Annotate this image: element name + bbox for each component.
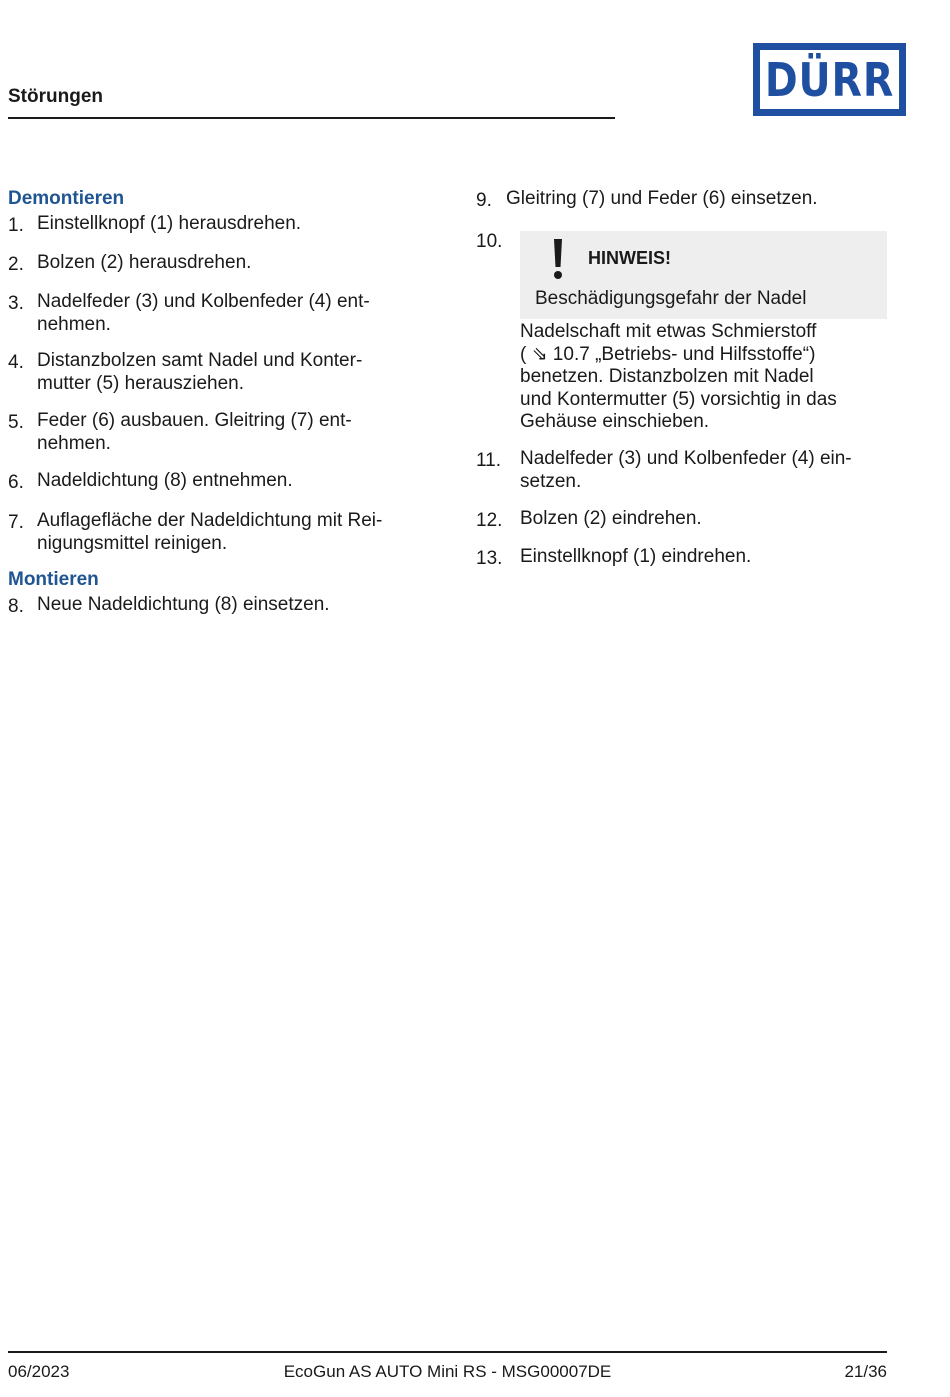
step-text: nigungsmittel reinigen.	[37, 533, 228, 554]
step-text: nehmen.	[37, 433, 111, 454]
list-item	[8, 349, 428, 399]
step-text: Feder (6) ausbauen. Gleitring (7) ent-	[37, 410, 352, 431]
list-item	[8, 593, 428, 623]
list-item	[476, 545, 896, 575]
step-text: Distanzbolzen samt Nadel und Konter-	[37, 350, 363, 371]
step-number: 10.	[476, 231, 503, 252]
list-item	[8, 212, 428, 242]
footer-date: 06/2023	[8, 1362, 70, 1381]
list-item	[8, 290, 428, 340]
step-number: 9.	[476, 190, 492, 211]
step-number: 3.	[8, 293, 24, 314]
step-number: 1.	[8, 215, 24, 236]
header-divider	[8, 117, 615, 119]
company-logo	[753, 43, 906, 116]
logo-wordmark: DÜRR	[764, 52, 895, 107]
heading-demontieren: Demontieren	[8, 188, 125, 209]
list-item	[476, 507, 896, 537]
step-number: 12.	[476, 510, 503, 531]
page-section-title: Störungen	[8, 86, 103, 107]
step-number-container	[476, 228, 526, 258]
logo-inner-frame	[760, 50, 899, 109]
step-text: Bolzen (2) herausdrehen.	[37, 252, 252, 273]
step-number: 4.	[8, 352, 24, 373]
step-text: ( ⇘ 10.7 „Betriebs- und Hilfsstoffe“)	[520, 344, 816, 365]
step-text: nehmen.	[37, 314, 111, 335]
step-number: 11.	[476, 450, 502, 471]
step-text: Bolzen (2) eindrehen.	[520, 508, 702, 529]
step-text: Nadelfeder (3) und Kolbenfeder (4) ein-	[520, 448, 852, 469]
step-text: Gehäuse einschieben.	[520, 411, 710, 432]
step-text: Einstellknopf (1) herausdrehen.	[37, 213, 302, 234]
step-number: 13.	[476, 548, 503, 569]
footer-document-title: EcoGun AS AUTO Mini RS - MSG00007DE	[283, 1362, 612, 1381]
step-text: benetzen. Distanzbolzen mit Nadel	[520, 366, 814, 387]
notice-text: Beschädigungsgefahr der Nadel	[535, 288, 807, 309]
step-number: 8.	[8, 596, 24, 617]
step-text: Nadelfeder (3) und Kolbenfeder (4) ent-	[37, 291, 370, 312]
step-text: Einstellknopf (1) eindrehen.	[520, 546, 752, 567]
step-text: Nadelschaft mit etwas Schmierstoff	[520, 321, 817, 342]
list-item	[8, 251, 428, 281]
step-number: 7.	[8, 512, 24, 533]
notice-label: HINWEIS!	[588, 248, 671, 268]
step-number: 2.	[8, 254, 24, 275]
step-number: 6.	[8, 472, 24, 493]
footer-page-number: 21/36	[844, 1362, 887, 1381]
step-text: Gleitring (7) und Feder (6) einsetzen.	[506, 188, 818, 209]
footer-divider	[8, 1351, 887, 1353]
list-item	[8, 469, 428, 499]
step-text: Neue Nadeldichtung (8) einsetzen.	[37, 594, 330, 615]
list-item	[476, 447, 896, 497]
step-text: Nadeldichtung (8) entnehmen.	[37, 470, 293, 491]
notice-box	[520, 231, 887, 319]
list-item	[8, 509, 428, 559]
step-text: setzen.	[520, 471, 582, 492]
step-text: und Kontermutter (5) vorsichtig in das	[520, 389, 837, 410]
heading-montieren: Montieren	[8, 569, 99, 590]
list-item	[476, 187, 896, 217]
list-item	[8, 409, 428, 459]
step-10-body	[520, 320, 900, 435]
step-text: mutter (5) herausziehen.	[37, 373, 244, 394]
step-number: 5.	[8, 412, 24, 433]
exclamation-icon	[548, 237, 568, 281]
step-text: Auflagefläche der Nadeldichtung mit Rei-	[37, 510, 383, 531]
